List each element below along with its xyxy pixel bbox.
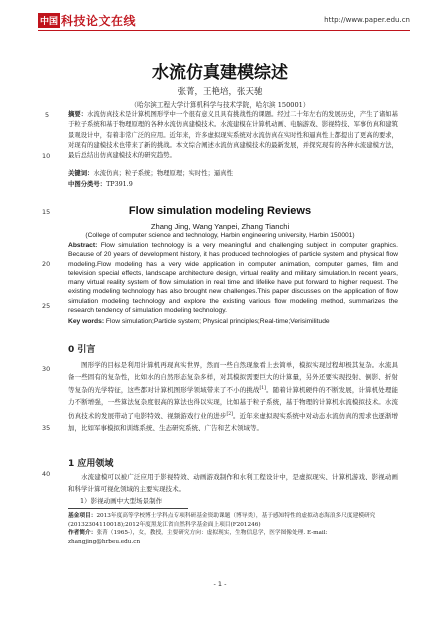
abstract-en bbox=[68, 241, 398, 315]
keywords-cn-label: 关键词： bbox=[68, 170, 94, 177]
line-number: 15 bbox=[42, 208, 51, 216]
paper-title-en: Flow simulation modeling Reviews bbox=[128, 205, 312, 217]
footnote-fund-label: 基金项目： bbox=[68, 513, 97, 519]
keywords-cn bbox=[68, 168, 398, 177]
section-1-subitem: 1）影视动画中大型场景制作 bbox=[80, 497, 163, 505]
footnote-fund bbox=[68, 512, 398, 529]
header-rule bbox=[38, 30, 410, 31]
line-number: 10 bbox=[42, 152, 51, 160]
section-0-text-a: 图形学的目标是利用计算机再现真实世界，然而一些自然现象看上去简单，模拟实现过程却极其复杂。水流具备一些固有的复杂性，比如水的自然形态复杂多样，对其模拟需要巨大的计算量，另外还要实现投射、倒影、折射等复杂的光学特征，这些都对计算机图形学领域带来了不小的挑战 bbox=[68, 361, 398, 395]
site-logo bbox=[38, 12, 136, 28]
paper-title-cn: 水流仿真建模综述 bbox=[152, 63, 288, 83]
keywords-en-text: Flow simulation;Particle system; Physical principles;Real-time;Verisimilitude bbox=[105, 318, 330, 325]
citation-1[interactable]: [1] bbox=[259, 386, 266, 392]
line-number: 40 bbox=[42, 470, 51, 478]
footnote-fund-text: 2013年度高等学校博士学科点专项科研基金资助课题（博导类），基于感知特性的虚拟动态海浪多尺度建模研究(20132304110018);2012年度黑龙江省自然科学基金面上项目(F201246) bbox=[68, 513, 376, 528]
page-number: - 1 - bbox=[213, 580, 227, 588]
authors-cn: 张菁，王艳培，张天驰 bbox=[177, 87, 263, 97]
line-number: 5 bbox=[45, 111, 50, 119]
abstract-cn-label: 摘要： bbox=[68, 111, 88, 118]
abstract-en-label: Abstract: bbox=[68, 242, 98, 249]
section-0-text-c: 。近年来虚拟现实系统中对动态水流仿真的需求也逐渐增加，比如军事模拟和训练系统、生态研究系统、广告和艺术领域等。 bbox=[68, 412, 399, 432]
abstract-cn-text: 水流仿真技术是计算机图形学中一个很有意义且具有挑战性的课题。经过二十年左右的发展历史，产生了诸如基于粒子系统和基于物理原理的各种水流仿真建模技术。水流建模在计算机动画、电脑游戏、影视特技、军事仿真和建筑景观设计中，有着非常广泛的应用。近年来，许多虚拟现实系统对水流仿真在实时性和逼真性上都提出了更高的要求，对现有的建模技术也带来了新的挑战。本文综合阐述水流仿真建模技术的最新发展，并探究现有的各种水流建模方法，最后总结出仿真建模技术的研究趋势。 bbox=[68, 111, 398, 160]
footnote-author bbox=[68, 529, 398, 546]
line-number: 30 bbox=[42, 365, 51, 373]
section-0-paragraph bbox=[68, 360, 398, 435]
section-1-paragraph: 水流建模可以被广泛应用于影视特效、动画游戏制作和水利工程设计中，是虚拟现实、计算机游戏、影视动画和科学计算可视化领域的主要实现技术。 bbox=[68, 473, 398, 493]
site-url[interactable]: http://www.paper.edu.cn bbox=[324, 16, 410, 24]
footnotes bbox=[68, 512, 398, 546]
abstract-cn bbox=[68, 110, 398, 161]
logo-text: 科技论文在线 bbox=[61, 13, 137, 28]
line-number: 25 bbox=[42, 302, 51, 310]
classification-cn-text: TP391.9 bbox=[106, 181, 133, 188]
section-0-heading: 0 引言 bbox=[68, 345, 96, 355]
footnote-author-label: 作者简介： bbox=[68, 530, 97, 537]
keywords-en-label: Key words: bbox=[68, 318, 105, 325]
affiliation-en: (College of computer science and technology, Harbin engineering university, Harbin 150001) bbox=[85, 232, 355, 239]
footnote-author-text: 张菁（1965-），女，教授，主要研究方向：虚拟现实，生物信息学，医学图像处理. E-mail: zhangjing@hrbeu.edu.cn bbox=[68, 530, 328, 545]
abstract-en-text: Flow simulation technology is a very meaningful and challenging subject in computer graphics. Because of 20 years of development history, it has produced technologies of particle system and physical flow modeling.Flow modeling has a very wide application in computer animation, computer games, film and television special effects, landscape architecture design, virtual reality and military simulation.In recent years, many virtual reality system of flow simulation in real time and lifelike have put forward to higher request. The existing modeling technology has also brought new challenges.This paper discusses on the application of flow simulation modeling technology and explore the existing various flow modeling method, summarizes the research tendency of simulation modeling technology. bbox=[68, 242, 399, 315]
affiliation-cn: （哈尔滨工程大学计算机科学与技术学院，哈尔滨 150001） bbox=[130, 101, 310, 109]
keywords-en bbox=[68, 318, 398, 325]
section-1-heading: 1 应用领域 bbox=[68, 459, 114, 469]
line-number: 35 bbox=[42, 424, 51, 432]
authors-en: Zhang Jing, Wang Yanpei, Zhang Tianchi bbox=[150, 222, 290, 231]
classification-cn-label: 中图分类号： bbox=[68, 181, 107, 188]
classification-cn bbox=[68, 179, 398, 188]
keywords-cn-text: 水流仿真；粒子系统；物理原理；实时性；逼真性 bbox=[93, 170, 233, 177]
citation-2[interactable]: [2] bbox=[226, 411, 233, 417]
footnote-rule bbox=[68, 508, 188, 509]
line-number: 20 bbox=[42, 260, 51, 268]
section-0-text-b: 。随着计算机硬件的不断发展，计算机处理能力不断增强，一些算法复杂度很高的算法也得以实现，比如基于粒子系统，基于物理的计算机水流模拟技术。水流仿真技术的发展带动了电影特效、视频游戏行业的进步 bbox=[68, 386, 399, 421]
logo-box: 中国 bbox=[38, 13, 60, 28]
